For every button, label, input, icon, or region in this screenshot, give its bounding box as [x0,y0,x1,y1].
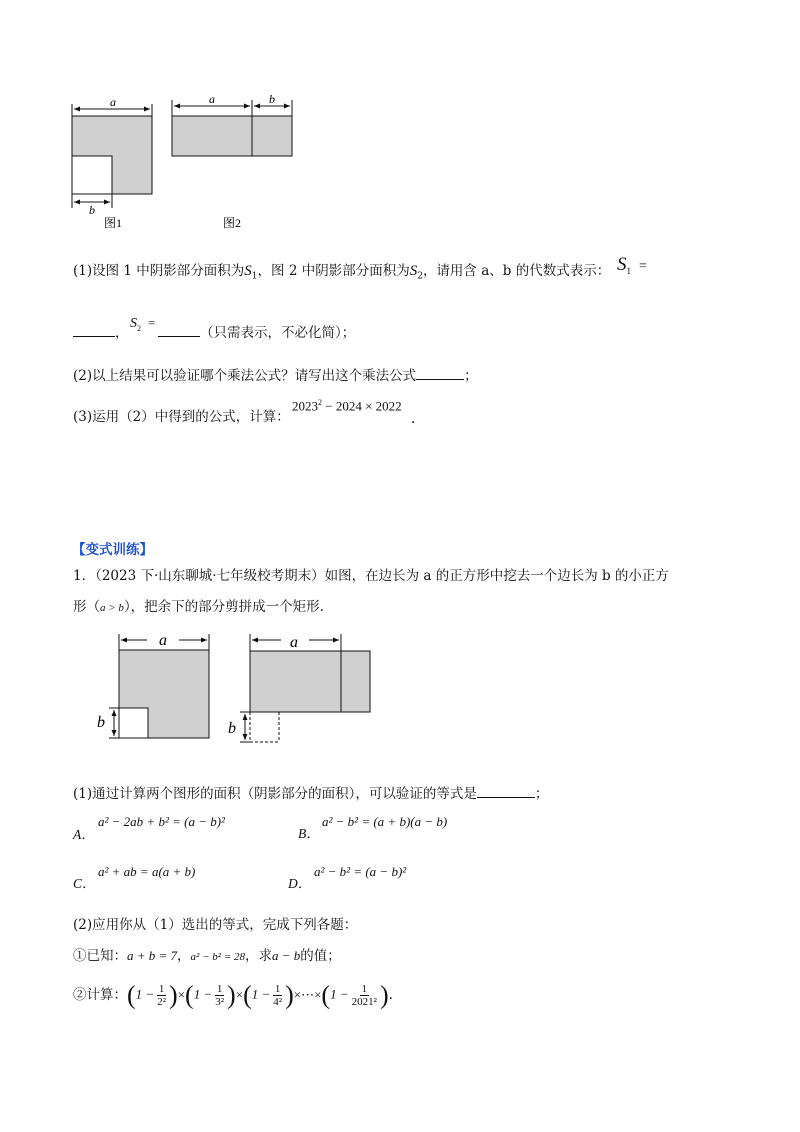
s1-equals: $S_1$ = [617,254,647,277]
option-d-text: a² − b² = (a − b)² [314,864,407,879]
fig2-label-a: a [209,92,215,106]
figure-1 [72,104,152,208]
fig1-caption: 图1 [104,216,123,230]
p1-q2-line: (2)应用你从（1）选出的等式，完成下列各题： [73,917,358,933]
option-b[interactable]: B． [298,826,320,841]
formula-answer-blank[interactable] [416,365,464,380]
figure-1-2 [60,90,320,235]
p1-line2: 形（a > b），把余下的部分剪拼成一个矩形. [73,599,324,615]
product-term-last: (1 − $\frac{1}{\text{2021²}}$ ) [321,980,389,1009]
p1-fig-b2: b [228,720,236,737]
q1-part1-line2: ， [73,322,129,342]
option-a-text: a² − 2ab + b² = (a − b)² [98,814,225,829]
fig2-label-b: b [269,92,275,106]
q1-part1-line: (1)设图 1 中阴影部分面积为$S_1$，图 2 中阴影部分面积为$S_2$，请用含 a、b 的代数式表示： [73,263,611,282]
fig2-caption: 图2 [223,216,242,230]
option-c-text: a² + ab = a(a + b) [98,864,196,879]
p1-fig-b1: b [97,714,105,731]
p1-rectangle-figure [240,634,370,742]
p1-figures [95,628,385,750]
option-d[interactable]: D． [288,876,312,891]
p1-fig-a2: a [290,634,298,651]
product-term-2: (1 − $\frac{1}{\text{3²}}$ ) [185,980,236,1009]
p1-q1-line: (1)通过计算两个图形的面积（阴影部分的面积），可以验证的等式是 ； [73,783,548,803]
q1-part3-line: (3)运用（2）中得到的公式，计算： [73,409,290,425]
option-a[interactable]: A． [73,827,95,842]
s1-symbol: S [244,263,252,279]
p1-q2-i-line: ①已知：a + b = 7，a² − b² = 28，求a − b的值； [73,948,341,964]
q1-part2-line: (2)以上结果可以验证哪个乘法公式？请写出这个乘法公式 ； [73,365,478,385]
p1-fig-a1: a [159,632,167,649]
option-b-text: a² − b² = (a + b)(a − b) [322,814,448,829]
p1-line1: 1．（2023 下·山东聊城·七年级校考期末）如图，在边长为 a 的正方形中挖去一个边长为 b 的小正方 [73,568,669,584]
product-term-3: (1 − $\frac{1}{\text{4²}}$ ) [243,980,294,1009]
fig1-bottom-label: b [89,203,95,217]
p1-square-figure [109,634,209,738]
fig1-top-label: a [110,95,116,109]
p1-q2-ii-line: ②计算： (1 − $\frac{1}{\text{2²}}$ ) × (1 − $\frac{1}{\text{3²}}$ ) × (1 − $\frac{1}{\text{4²}}$ ) ×⋯× (1 − $\frac{1}{\text{2021²}}$ ) . [73,980,393,1009]
part3-expression: $2023^2 - 2024 \times 2022$ [292,398,402,414]
s2-equals: $S_2$ = [130,315,156,334]
section-heading: 【变式训练】 [72,542,153,558]
part3-end: . [411,411,416,427]
s2-answer-line: （只需表示，不必化简）； [158,322,355,342]
s2-symbol: S [409,263,418,279]
product-term-1: (1 − $\frac{1}{\text{2²}}$ ) [127,980,178,1009]
s1-answer-blank[interactable] [73,322,115,337]
s2-answer-blank[interactable] [158,322,200,337]
p1-q1-blank[interactable] [477,783,535,798]
option-c[interactable]: C． [73,876,96,891]
figure-2 [172,100,292,156]
